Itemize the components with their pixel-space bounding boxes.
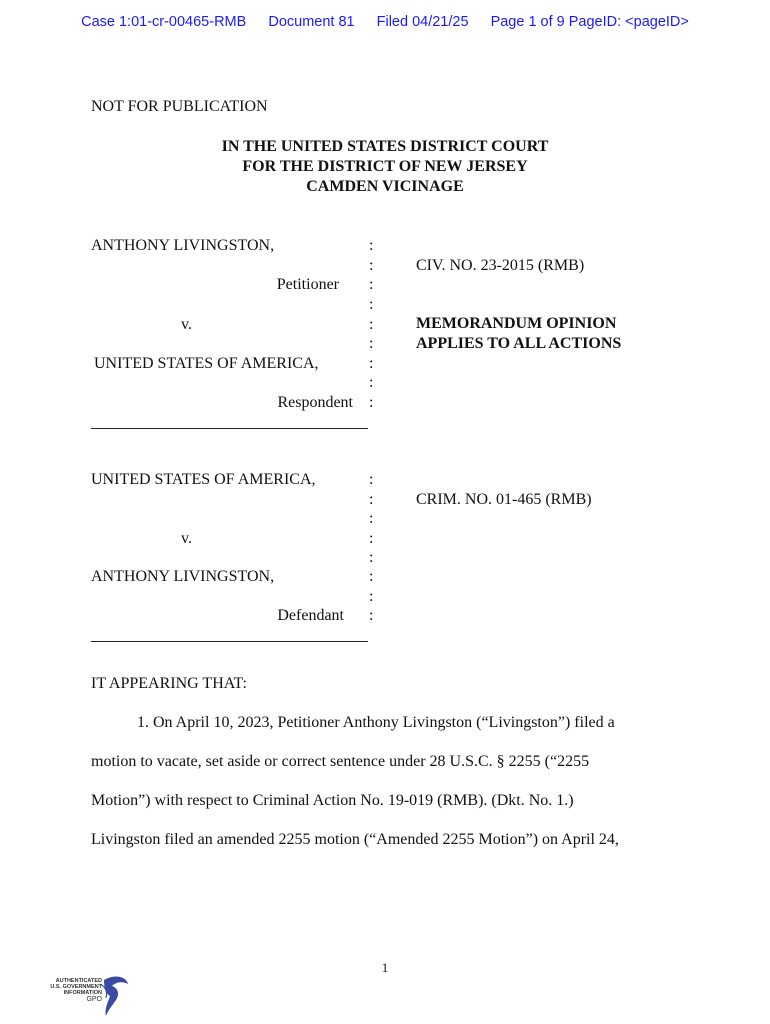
paragraph-line: Livingston filed an amended 2255 motion (“Amended 2255 Motion”) on April 24, [91, 831, 619, 848]
court-name-line-1: IN THE UNITED STATES DISTRICT COURT [221, 138, 549, 155]
gpo-text-line: GPO [86, 996, 102, 1003]
defendant-name: ANTHONY LIVINGSTON, [91, 568, 275, 585]
caption-colon: : [369, 471, 374, 488]
caption-colon: : [369, 588, 374, 605]
gpo-authentication-logo [42, 972, 132, 1018]
criminal-case-number: CRIM. NO. 01-465 (RMB) [416, 491, 592, 508]
court-vicinage: CAMDEN VICINAGE [306, 178, 464, 195]
paragraph-line: Motion”) with respect to Criminal Action No. 19-019 (RMB). (Dkt. No. 1.) [91, 792, 574, 809]
caption-colon: : [369, 296, 374, 313]
versus-label: v. [181, 316, 192, 333]
petitioner-name: ANTHONY LIVINGSTON, [91, 237, 275, 254]
caption-colon: : [369, 549, 374, 566]
caption-colon: : [369, 568, 374, 585]
versus-label: v. [181, 530, 192, 547]
caption-colon: : [369, 237, 374, 254]
caption-colon: : [369, 276, 374, 293]
ecf-filing-header [0, 14, 770, 30]
paragraph-line: 1. On April 10, 2023, Petitioner Anthony Livingston (“Livingston”) filed a [137, 714, 615, 731]
civil-case-number: CIV. NO. 23-2015 (RMB) [416, 257, 585, 274]
caption-colon: : [369, 394, 374, 411]
petitioner-role: Petitioner [276, 276, 339, 293]
respondent-name: UNITED STATES OF AMERICA, [94, 355, 319, 372]
case-number-stamp: Case 1:01-cr-00465-RMB [81, 14, 247, 30]
gpo-text-line: INFORMATION [63, 990, 102, 996]
page-id-stamp: Page 1 of 9 PageID: <pageID> [490, 14, 689, 30]
caption-colon: : [369, 607, 374, 624]
caption-colon: : [369, 530, 374, 547]
filed-date-stamp: Filed 04/21/25 [376, 14, 469, 30]
paragraph-line: motion to vacate, set aside or correct sentence under 28 U.S.C. § 2255 (“2255 [91, 753, 590, 770]
caption-colon: : [369, 491, 374, 508]
caption-colon: : [369, 335, 374, 352]
document-number-stamp: Document 81 [268, 14, 355, 30]
applies-to-all-actions: APPLIES TO ALL ACTIONS [416, 335, 622, 352]
caption-colon: : [369, 374, 374, 391]
defendant-role: Defendant [277, 607, 344, 624]
opinion-title: MEMORANDUM OPINION [416, 315, 617, 332]
publication-note: NOT FOR PUBLICATION [91, 98, 268, 115]
caption-divider [91, 428, 368, 429]
court-name-line-2: FOR THE DISTRICT OF NEW JERSEY [242, 158, 528, 175]
respondent-role: Respondent [277, 394, 353, 411]
gpo-text-line: AUTHENTICATED [55, 978, 102, 984]
gpo-text-line: U.S. GOVERNMENT [50, 984, 102, 990]
caption-colon: : [369, 257, 374, 274]
plaintiff-name: UNITED STATES OF AMERICA, [91, 471, 316, 488]
caption-colon: : [369, 355, 374, 372]
caption-divider [91, 641, 368, 642]
section-heading: IT APPEARING THAT: [91, 675, 247, 692]
caption-colon: : [369, 316, 374, 333]
caption-colon: : [369, 510, 374, 527]
page-number: 1 [381, 960, 389, 975]
